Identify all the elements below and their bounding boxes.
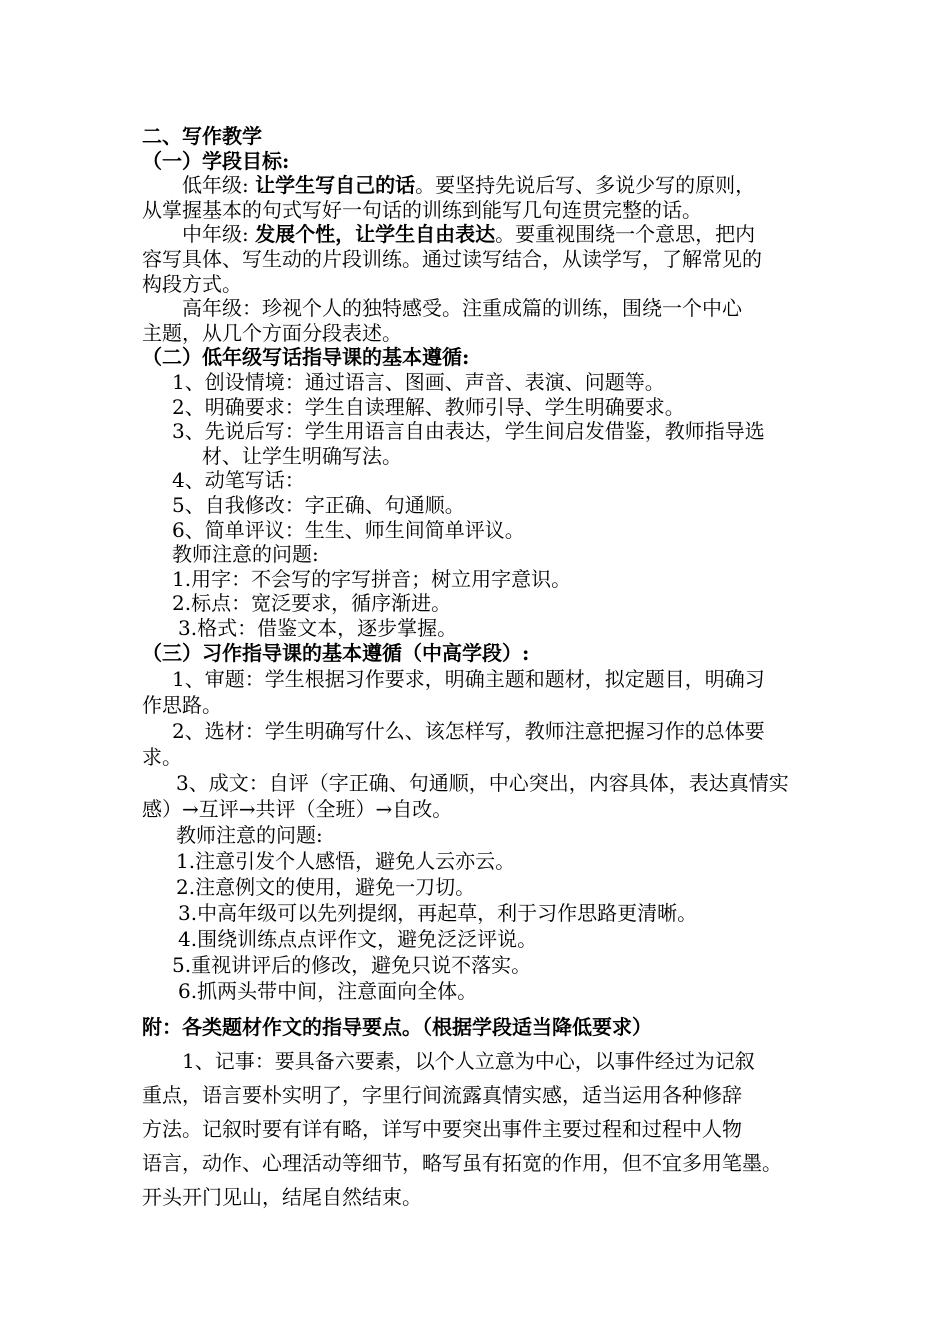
s3-item-3b: 感）→互评→共评（全班）→自改。 [142,797,453,822]
low-grade-goal: 让学生写自己的话 [255,173,416,198]
appendix-line-5: 开头开门见山，结尾自然结束。 [142,1185,422,1210]
s3-note-2: 2.注意例文的使用，避免一刀切。 [176,875,476,900]
document-body [142,124,822,1214]
appendix-line-4: 语言，动作、心理活动等细节，略写虽有拓宽的作用，但不宜多用笔墨。 [142,1151,782,1176]
s3-note-1: 1.注意引发个人感悟，避免人云亦云。 [176,849,516,874]
mid-grade-text: 。要重视围绕一个意思，把内 [495,222,756,247]
high-grade-line-2: 主题，从几个方面分段表述。 [142,320,402,345]
appendix [142,1010,822,1214]
document-title: 二、写作教学 [142,124,262,148]
mid-grade-goal: 发展个性，让学生自由表达 [255,222,496,247]
s3-note-6: 6.抓两头带中间，注意面向全体。 [178,979,478,1004]
s3-note-4: 4.围绕训练点点评作文，避免泛泛评说。 [178,927,538,952]
s3-item-1a: 1、审题：学生根据习作要求，明确主题和题材，拟定题目，明确习 [172,667,765,692]
s3-note-5: 5.重视讲评后的修改，避免只说不落实。 [172,953,532,978]
s3-item-2a: 2、选材：学生明确写什么、该怎样写，教师注意把握习作的总体要 [172,719,765,744]
low-grade-label: 低年级: [182,173,256,198]
s2-note-3: 3.格式：借鉴文本，逐步掌握。 [178,615,458,640]
mid-grade-line-1 [142,222,822,247]
low-grade-line-2: 从掌握基本的句式写好一句话的训练到能写几句连贯完整的话。 [142,197,702,222]
s2-note-2: 2.标点：宽泛要求，循序渐进。 [172,591,452,616]
low-grade-line-1 [142,173,822,198]
mid-grade-line-3: 构段方式。 [142,271,242,296]
s3-item-1b: 作思路。 [142,693,222,718]
mid-grade-label: 中年级: [182,222,256,247]
appendix-line-3: 方法。记叙时要有详有略，详写中要突出事件主要过程和过程中人物 [142,1117,742,1142]
appendix-heading: 附：各类题材作文的指导要点。（根据学段适当降低要求） [142,1015,652,1040]
s2-item-1: 1、创设情境：通过语言、图画、声音、表演、问题等。 [172,369,665,394]
s2-item-6: 6、简单评议：生生、师生间简单评议。 [172,517,525,542]
appendix-line-2: 重点，语言要朴实明了，字里行间流露真情实感，适当运用各种修辞 [142,1083,742,1108]
mid-grade-line-2: 容写具体、写生动的片段训练。通过读写结合，从读学写，了解常见的 [142,246,762,271]
s3-item-2b: 求。 [142,745,182,770]
s2-item-4: 4、动笔写话： [172,468,305,493]
s2-item-5: 5、自我修改：字正确、句通顺。 [172,492,465,517]
appendix-paragraph [142,1044,822,1214]
s3-note-3: 3.中高年级可以先列提纲，再起草，利于习作思路更清晰。 [178,901,698,926]
s3-note-heading: 教师注意的问题: [176,823,323,848]
low-grade-text: 。要坚持先说后写、多说少写的原则， [415,173,756,198]
s2-item-2: 2、明确要求：学生自读理解、教师引导、学生明确要求。 [172,394,685,419]
s2-item-3b: 材、让学生明确写法。 [202,443,402,468]
section-1-heading: （一）学段目标: [142,148,290,173]
appendix-line-1: 1、记事：要具备六要素，以个人立意为中心，以事件经过为记叙 [182,1049,755,1074]
s3-item-3a: 3、成文：自评（字正确、句通顺，中心突出，内容具体，表达真情实 [176,771,789,796]
section-3 [142,640,822,1004]
s2-note-1: 1.用字：不会写的字写拼音；树立用字意识。 [172,566,572,591]
s2-item-3a: 3、先说后写：学生用语言自由表达，学生间启发借鉴，教师指导选 [172,419,765,444]
section-3-heading: （三）习作指导课的基本遵循（中高学段）: [142,641,530,666]
s2-note-heading: 教师注意的问题: [172,542,319,567]
high-grade-line-1: 高年级：珍视个人的独特感受。注重成篇的训练，围绕一个中心 [182,296,742,321]
section-2-heading: （二）低年级写话指导课的基本遵循: [142,345,470,370]
